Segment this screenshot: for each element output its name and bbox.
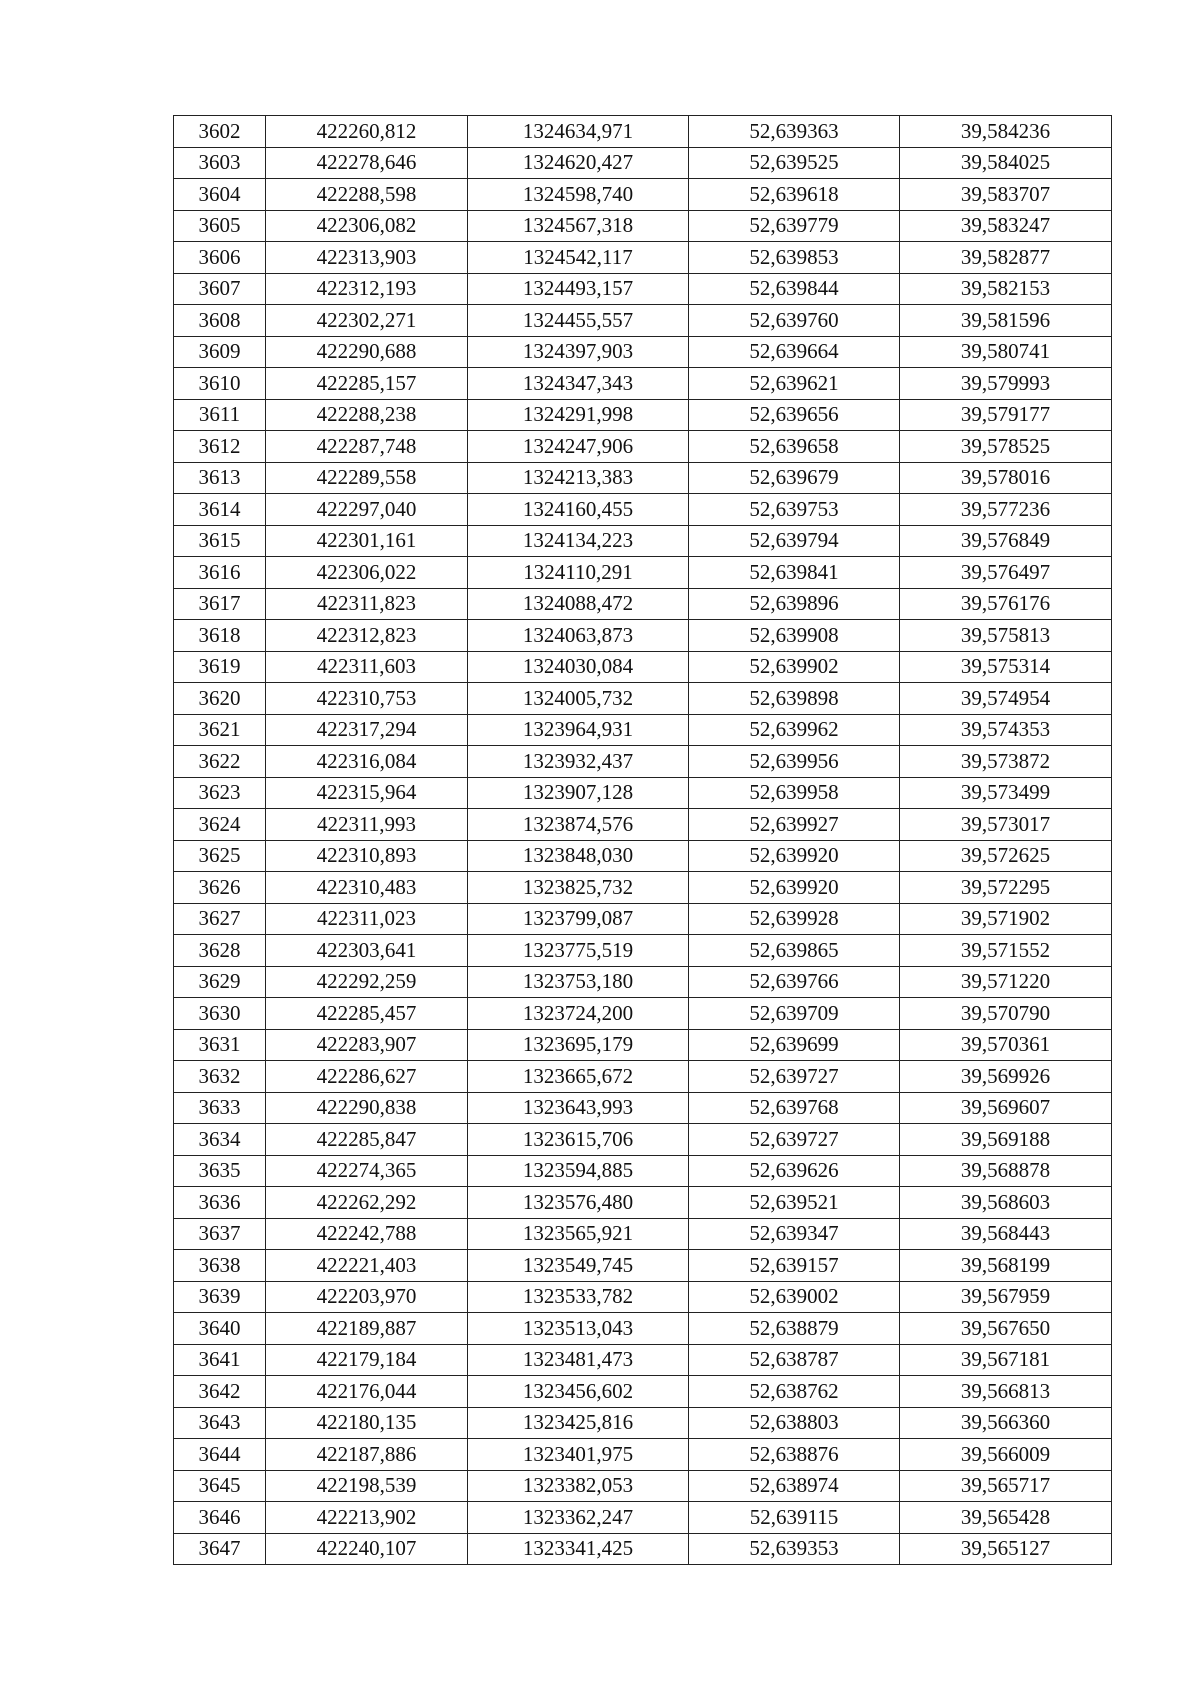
point-number-cell: 3629 — [174, 966, 266, 998]
x-coordinate-cell: 422313,903 — [266, 242, 468, 274]
table-row — [174, 179, 1112, 211]
x-coordinate-cell: 422302,271 — [266, 305, 468, 337]
y-coordinate-cell: 1324455,557 — [468, 305, 689, 337]
longitude-cell: 39,571552 — [900, 935, 1112, 967]
latitude-cell: 52,639962 — [689, 714, 900, 746]
table-row — [174, 903, 1112, 935]
table-row — [174, 1250, 1112, 1282]
table-row — [174, 557, 1112, 589]
y-coordinate-cell: 1324397,903 — [468, 336, 689, 368]
x-coordinate-cell: 422289,558 — [266, 462, 468, 494]
x-coordinate-cell: 422283,907 — [266, 1029, 468, 1061]
point-number-cell: 3641 — [174, 1344, 266, 1376]
latitude-cell: 52,639844 — [689, 273, 900, 305]
point-number-cell: 3615 — [174, 525, 266, 557]
table-row — [174, 431, 1112, 463]
latitude-cell: 52,639664 — [689, 336, 900, 368]
table-row — [174, 1376, 1112, 1408]
longitude-cell: 39,582877 — [900, 242, 1112, 274]
y-coordinate-cell: 1323456,602 — [468, 1376, 689, 1408]
latitude-cell: 52,639679 — [689, 462, 900, 494]
y-coordinate-cell: 1324005,732 — [468, 683, 689, 715]
table-row — [174, 1281, 1112, 1313]
x-coordinate-cell: 422213,902 — [266, 1502, 468, 1534]
table-row — [174, 998, 1112, 1030]
latitude-cell: 52,639656 — [689, 399, 900, 431]
x-coordinate-cell: 422310,483 — [266, 872, 468, 904]
longitude-cell: 39,573499 — [900, 777, 1112, 809]
longitude-cell: 39,584236 — [900, 116, 1112, 148]
y-coordinate-cell: 1323724,200 — [468, 998, 689, 1030]
y-coordinate-cell: 1323825,732 — [468, 872, 689, 904]
longitude-cell: 39,576849 — [900, 525, 1112, 557]
longitude-cell: 39,574954 — [900, 683, 1112, 715]
y-coordinate-cell: 1324542,117 — [468, 242, 689, 274]
longitude-cell: 39,569926 — [900, 1061, 1112, 1093]
x-coordinate-cell: 422310,753 — [266, 683, 468, 715]
point-number-cell: 3620 — [174, 683, 266, 715]
table-row — [174, 116, 1112, 148]
table-row — [174, 1155, 1112, 1187]
table-row — [174, 1029, 1112, 1061]
latitude-cell: 52,639956 — [689, 746, 900, 778]
x-coordinate-cell: 422306,082 — [266, 210, 468, 242]
latitude-cell: 52,639727 — [689, 1061, 900, 1093]
longitude-cell: 39,568199 — [900, 1250, 1112, 1282]
point-number-cell: 3626 — [174, 872, 266, 904]
y-coordinate-cell: 1323615,706 — [468, 1124, 689, 1156]
longitude-cell: 39,575813 — [900, 620, 1112, 652]
point-number-cell: 3628 — [174, 935, 266, 967]
y-coordinate-cell: 1323513,043 — [468, 1313, 689, 1345]
point-number-cell: 3619 — [174, 651, 266, 683]
longitude-cell: 39,567181 — [900, 1344, 1112, 1376]
longitude-cell: 39,565717 — [900, 1470, 1112, 1502]
table-row — [174, 1218, 1112, 1250]
y-coordinate-cell: 1323382,053 — [468, 1470, 689, 1502]
latitude-cell: 52,639658 — [689, 431, 900, 463]
point-number-cell: 3622 — [174, 746, 266, 778]
point-number-cell: 3611 — [174, 399, 266, 431]
longitude-cell: 39,576497 — [900, 557, 1112, 589]
latitude-cell: 52,639002 — [689, 1281, 900, 1313]
longitude-cell: 39,571220 — [900, 966, 1112, 998]
latitude-cell: 52,639794 — [689, 525, 900, 557]
point-number-cell: 3612 — [174, 431, 266, 463]
y-coordinate-cell: 1323565,921 — [468, 1218, 689, 1250]
latitude-cell: 52,639958 — [689, 777, 900, 809]
point-number-cell: 3643 — [174, 1407, 266, 1439]
table-row — [174, 399, 1112, 431]
latitude-cell: 52,639521 — [689, 1187, 900, 1219]
y-coordinate-cell: 1323401,975 — [468, 1439, 689, 1471]
longitude-cell: 39,572625 — [900, 840, 1112, 872]
latitude-cell: 52,639920 — [689, 840, 900, 872]
point-number-cell: 3644 — [174, 1439, 266, 1471]
y-coordinate-cell: 1323753,180 — [468, 966, 689, 998]
longitude-cell: 39,570790 — [900, 998, 1112, 1030]
longitude-cell: 39,568603 — [900, 1187, 1112, 1219]
table-row — [174, 1187, 1112, 1219]
y-coordinate-cell: 1323425,816 — [468, 1407, 689, 1439]
point-number-cell: 3616 — [174, 557, 266, 589]
y-coordinate-cell: 1324493,157 — [468, 273, 689, 305]
table-row — [174, 872, 1112, 904]
y-coordinate-cell: 1323665,672 — [468, 1061, 689, 1093]
x-coordinate-cell: 422297,040 — [266, 494, 468, 526]
x-coordinate-cell: 422260,812 — [266, 116, 468, 148]
point-number-cell: 3621 — [174, 714, 266, 746]
longitude-cell: 39,567959 — [900, 1281, 1112, 1313]
longitude-cell: 39,576176 — [900, 588, 1112, 620]
x-coordinate-cell: 422303,641 — [266, 935, 468, 967]
longitude-cell: 39,584025 — [900, 147, 1112, 179]
x-coordinate-cell: 422290,688 — [266, 336, 468, 368]
y-coordinate-cell: 1323932,437 — [468, 746, 689, 778]
x-coordinate-cell: 422262,292 — [266, 1187, 468, 1219]
y-coordinate-cell: 1323695,179 — [468, 1029, 689, 1061]
latitude-cell: 52,639896 — [689, 588, 900, 620]
x-coordinate-cell: 422278,646 — [266, 147, 468, 179]
x-coordinate-cell: 422310,893 — [266, 840, 468, 872]
latitude-cell: 52,639908 — [689, 620, 900, 652]
y-coordinate-cell: 1324347,343 — [468, 368, 689, 400]
latitude-cell: 52,639626 — [689, 1155, 900, 1187]
y-coordinate-cell: 1324567,318 — [468, 210, 689, 242]
latitude-cell: 52,639618 — [689, 179, 900, 211]
latitude-cell: 52,638879 — [689, 1313, 900, 1345]
latitude-cell: 52,639853 — [689, 242, 900, 274]
x-coordinate-cell: 422311,023 — [266, 903, 468, 935]
longitude-cell: 39,565127 — [900, 1533, 1112, 1565]
x-coordinate-cell: 422285,157 — [266, 368, 468, 400]
point-number-cell: 3627 — [174, 903, 266, 935]
longitude-cell: 39,583247 — [900, 210, 1112, 242]
x-coordinate-cell: 422312,193 — [266, 273, 468, 305]
table-row — [174, 210, 1112, 242]
x-coordinate-cell: 422240,107 — [266, 1533, 468, 1565]
x-coordinate-cell: 422311,823 — [266, 588, 468, 620]
table-row — [174, 1061, 1112, 1093]
x-coordinate-cell: 422315,964 — [266, 777, 468, 809]
x-coordinate-cell: 422290,838 — [266, 1092, 468, 1124]
x-coordinate-cell: 422286,627 — [266, 1061, 468, 1093]
x-coordinate-cell: 422285,847 — [266, 1124, 468, 1156]
longitude-cell: 39,569188 — [900, 1124, 1112, 1156]
table-row — [174, 620, 1112, 652]
y-coordinate-cell: 1323964,931 — [468, 714, 689, 746]
longitude-cell: 39,569607 — [900, 1092, 1112, 1124]
table-row — [174, 935, 1112, 967]
table-row — [174, 777, 1112, 809]
point-number-cell: 3606 — [174, 242, 266, 274]
y-coordinate-cell: 1323576,480 — [468, 1187, 689, 1219]
longitude-cell: 39,578016 — [900, 462, 1112, 494]
x-coordinate-cell: 422288,598 — [266, 179, 468, 211]
table-row — [174, 494, 1112, 526]
table-row — [174, 273, 1112, 305]
point-number-cell: 3623 — [174, 777, 266, 809]
table-row — [174, 336, 1112, 368]
point-number-cell: 3646 — [174, 1502, 266, 1534]
coordinates-table-body — [174, 116, 1112, 1565]
point-number-cell: 3603 — [174, 147, 266, 179]
table-row — [174, 368, 1112, 400]
table-row — [174, 714, 1112, 746]
latitude-cell: 52,639902 — [689, 651, 900, 683]
y-coordinate-cell: 1324030,084 — [468, 651, 689, 683]
point-number-cell: 3625 — [174, 840, 266, 872]
longitude-cell: 39,582153 — [900, 273, 1112, 305]
point-number-cell: 3602 — [174, 116, 266, 148]
table-row — [174, 462, 1112, 494]
y-coordinate-cell: 1324160,455 — [468, 494, 689, 526]
table-row — [174, 242, 1112, 274]
point-number-cell: 3624 — [174, 809, 266, 841]
y-coordinate-cell: 1324134,223 — [468, 525, 689, 557]
y-coordinate-cell: 1323775,519 — [468, 935, 689, 967]
latitude-cell: 52,639353 — [689, 1533, 900, 1565]
y-coordinate-cell: 1323848,030 — [468, 840, 689, 872]
point-number-cell: 3635 — [174, 1155, 266, 1187]
point-number-cell: 3640 — [174, 1313, 266, 1345]
point-number-cell: 3605 — [174, 210, 266, 242]
y-coordinate-cell: 1323362,247 — [468, 1502, 689, 1534]
y-coordinate-cell: 1323481,473 — [468, 1344, 689, 1376]
point-number-cell: 3614 — [174, 494, 266, 526]
table-row — [174, 966, 1112, 998]
table-row — [174, 651, 1112, 683]
longitude-cell: 39,567650 — [900, 1313, 1112, 1345]
latitude-cell: 52,639753 — [689, 494, 900, 526]
longitude-cell: 39,575314 — [900, 651, 1112, 683]
latitude-cell: 52,639928 — [689, 903, 900, 935]
longitude-cell: 39,572295 — [900, 872, 1112, 904]
latitude-cell: 52,639157 — [689, 1250, 900, 1282]
x-coordinate-cell: 422317,294 — [266, 714, 468, 746]
table-row — [174, 588, 1112, 620]
longitude-cell: 39,573017 — [900, 809, 1112, 841]
coordinates-table — [173, 115, 1112, 1565]
longitude-cell: 39,579177 — [900, 399, 1112, 431]
table-row — [174, 1502, 1112, 1534]
latitude-cell: 52,639768 — [689, 1092, 900, 1124]
latitude-cell: 52,639766 — [689, 966, 900, 998]
table-row — [174, 1313, 1112, 1345]
point-number-cell: 3642 — [174, 1376, 266, 1408]
point-number-cell: 3632 — [174, 1061, 266, 1093]
point-number-cell: 3638 — [174, 1250, 266, 1282]
latitude-cell: 52,639115 — [689, 1502, 900, 1534]
x-coordinate-cell: 422176,044 — [266, 1376, 468, 1408]
latitude-cell: 52,638876 — [689, 1439, 900, 1471]
y-coordinate-cell: 1324247,906 — [468, 431, 689, 463]
longitude-cell: 39,578525 — [900, 431, 1112, 463]
y-coordinate-cell: 1324634,971 — [468, 116, 689, 148]
table-row — [174, 147, 1112, 179]
longitude-cell: 39,580741 — [900, 336, 1112, 368]
longitude-cell: 39,568878 — [900, 1155, 1112, 1187]
table-row — [174, 1092, 1112, 1124]
point-number-cell: 3639 — [174, 1281, 266, 1313]
x-coordinate-cell: 422198,539 — [266, 1470, 468, 1502]
point-number-cell: 3613 — [174, 462, 266, 494]
latitude-cell: 52,639709 — [689, 998, 900, 1030]
longitude-cell: 39,577236 — [900, 494, 1112, 526]
latitude-cell: 52,638762 — [689, 1376, 900, 1408]
latitude-cell: 52,639920 — [689, 872, 900, 904]
longitude-cell: 39,568443 — [900, 1218, 1112, 1250]
latitude-cell: 52,639927 — [689, 809, 900, 841]
table-row — [174, 746, 1112, 778]
longitude-cell: 39,574353 — [900, 714, 1112, 746]
point-number-cell: 3607 — [174, 273, 266, 305]
y-coordinate-cell: 1324213,383 — [468, 462, 689, 494]
x-coordinate-cell: 422274,365 — [266, 1155, 468, 1187]
table-row — [174, 1470, 1112, 1502]
point-number-cell: 3618 — [174, 620, 266, 652]
point-number-cell: 3609 — [174, 336, 266, 368]
table-row — [174, 1344, 1112, 1376]
latitude-cell: 52,639898 — [689, 683, 900, 715]
x-coordinate-cell: 422316,084 — [266, 746, 468, 778]
point-number-cell: 3634 — [174, 1124, 266, 1156]
x-coordinate-cell: 422285,457 — [266, 998, 468, 1030]
longitude-cell: 39,566813 — [900, 1376, 1112, 1408]
latitude-cell: 52,639779 — [689, 210, 900, 242]
y-coordinate-cell: 1323533,782 — [468, 1281, 689, 1313]
longitude-cell: 39,566009 — [900, 1439, 1112, 1471]
table-row — [174, 1533, 1112, 1565]
x-coordinate-cell: 422180,135 — [266, 1407, 468, 1439]
y-coordinate-cell: 1324291,998 — [468, 399, 689, 431]
latitude-cell: 52,639621 — [689, 368, 900, 400]
x-coordinate-cell: 422311,993 — [266, 809, 468, 841]
table-row — [174, 1407, 1112, 1439]
x-coordinate-cell: 422312,823 — [266, 620, 468, 652]
x-coordinate-cell: 422203,970 — [266, 1281, 468, 1313]
longitude-cell: 39,571902 — [900, 903, 1112, 935]
point-number-cell: 3647 — [174, 1533, 266, 1565]
x-coordinate-cell: 422301,161 — [266, 525, 468, 557]
point-number-cell: 3637 — [174, 1218, 266, 1250]
table-row — [174, 683, 1112, 715]
longitude-cell: 39,565428 — [900, 1502, 1112, 1534]
point-number-cell: 3631 — [174, 1029, 266, 1061]
x-coordinate-cell: 422187,886 — [266, 1439, 468, 1471]
point-number-cell: 3636 — [174, 1187, 266, 1219]
longitude-cell: 39,570361 — [900, 1029, 1112, 1061]
latitude-cell: 52,639841 — [689, 557, 900, 589]
x-coordinate-cell: 422242,788 — [266, 1218, 468, 1250]
point-number-cell: 3645 — [174, 1470, 266, 1502]
x-coordinate-cell: 422287,748 — [266, 431, 468, 463]
y-coordinate-cell: 1323549,745 — [468, 1250, 689, 1282]
point-number-cell: 3633 — [174, 1092, 266, 1124]
latitude-cell: 52,638803 — [689, 1407, 900, 1439]
point-number-cell: 3604 — [174, 179, 266, 211]
y-coordinate-cell: 1323594,885 — [468, 1155, 689, 1187]
latitude-cell: 52,639347 — [689, 1218, 900, 1250]
longitude-cell: 39,583707 — [900, 179, 1112, 211]
x-coordinate-cell: 422311,603 — [266, 651, 468, 683]
latitude-cell: 52,639699 — [689, 1029, 900, 1061]
latitude-cell: 52,639865 — [689, 935, 900, 967]
x-coordinate-cell: 422179,184 — [266, 1344, 468, 1376]
point-number-cell: 3630 — [174, 998, 266, 1030]
table-row — [174, 1124, 1112, 1156]
longitude-cell: 39,581596 — [900, 305, 1112, 337]
latitude-cell: 52,639363 — [689, 116, 900, 148]
table-row — [174, 305, 1112, 337]
y-coordinate-cell: 1323341,425 — [468, 1533, 689, 1565]
table-row — [174, 525, 1112, 557]
latitude-cell: 52,639760 — [689, 305, 900, 337]
x-coordinate-cell: 422306,022 — [266, 557, 468, 589]
x-coordinate-cell: 422189,887 — [266, 1313, 468, 1345]
y-coordinate-cell: 1323907,128 — [468, 777, 689, 809]
latitude-cell: 52,639525 — [689, 147, 900, 179]
table-row — [174, 840, 1112, 872]
latitude-cell: 52,638787 — [689, 1344, 900, 1376]
point-number-cell: 3608 — [174, 305, 266, 337]
y-coordinate-cell: 1323799,087 — [468, 903, 689, 935]
y-coordinate-cell: 1324063,873 — [468, 620, 689, 652]
point-number-cell: 3617 — [174, 588, 266, 620]
y-coordinate-cell: 1324110,291 — [468, 557, 689, 589]
longitude-cell: 39,579993 — [900, 368, 1112, 400]
table-row — [174, 809, 1112, 841]
y-coordinate-cell: 1324620,427 — [468, 147, 689, 179]
point-number-cell: 3610 — [174, 368, 266, 400]
y-coordinate-cell: 1323643,993 — [468, 1092, 689, 1124]
latitude-cell: 52,638974 — [689, 1470, 900, 1502]
x-coordinate-cell: 422221,403 — [266, 1250, 468, 1282]
longitude-cell: 39,566360 — [900, 1407, 1112, 1439]
latitude-cell: 52,639727 — [689, 1124, 900, 1156]
table-row — [174, 1439, 1112, 1471]
x-coordinate-cell: 422292,259 — [266, 966, 468, 998]
longitude-cell: 39,573872 — [900, 746, 1112, 778]
y-coordinate-cell: 1324598,740 — [468, 179, 689, 211]
y-coordinate-cell: 1324088,472 — [468, 588, 689, 620]
x-coordinate-cell: 422288,238 — [266, 399, 468, 431]
y-coordinate-cell: 1323874,576 — [468, 809, 689, 841]
